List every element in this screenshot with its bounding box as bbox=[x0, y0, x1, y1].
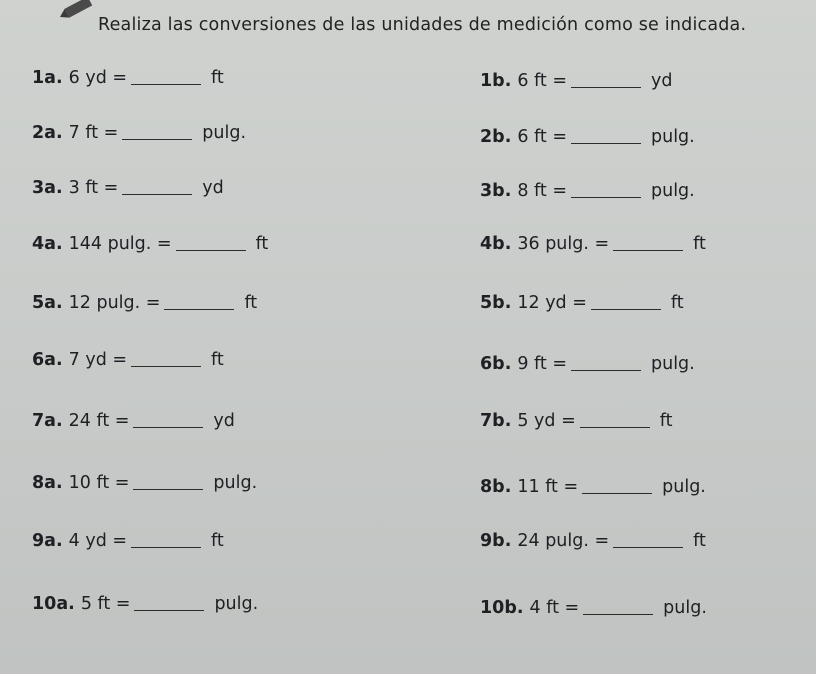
exercise-7b bbox=[480, 406, 672, 436]
exercise-row bbox=[0, 173, 816, 203]
exercise-4b bbox=[480, 229, 706, 259]
answer-blank[interactable] bbox=[176, 232, 246, 251]
target-unit: pulg. bbox=[202, 123, 247, 143]
answer-blank[interactable] bbox=[133, 471, 203, 490]
target-unit: pulg. bbox=[214, 594, 259, 614]
target-unit: ft bbox=[211, 531, 224, 551]
exercise-label: 4b. bbox=[480, 234, 512, 254]
target-unit: yd bbox=[202, 178, 224, 198]
exercise-8a bbox=[32, 468, 257, 498]
exercise-label: 10b. bbox=[480, 598, 524, 618]
answer-blank[interactable] bbox=[164, 291, 234, 310]
exercise-expression: 4 yd = bbox=[68, 531, 128, 551]
target-unit: pulg. bbox=[662, 477, 706, 497]
exercise-8b bbox=[480, 472, 706, 502]
exercise-expression: 6 ft = bbox=[517, 71, 567, 91]
answer-blank[interactable] bbox=[134, 592, 204, 611]
answer-blank[interactable] bbox=[591, 291, 661, 310]
answer-blank[interactable] bbox=[131, 348, 201, 367]
exercise-4a bbox=[32, 229, 268, 259]
answer-blank[interactable] bbox=[571, 69, 641, 88]
answer-blank[interactable] bbox=[131, 66, 201, 85]
answer-blank[interactable] bbox=[571, 179, 641, 198]
answer-blank[interactable] bbox=[583, 596, 653, 615]
answer-blank[interactable] bbox=[133, 409, 203, 428]
target-unit: ft bbox=[255, 234, 269, 254]
exercise-label: 6a. bbox=[32, 350, 63, 370]
answer-blank[interactable] bbox=[122, 121, 192, 140]
target-unit: ft bbox=[693, 531, 706, 551]
exercise-10b bbox=[480, 593, 707, 623]
exercise-row bbox=[0, 288, 816, 318]
exercise-label: 9b. bbox=[480, 531, 512, 551]
exercise-label: 8b. bbox=[480, 477, 512, 497]
target-unit: yd bbox=[213, 411, 235, 431]
exercise-expression: 5 ft = bbox=[80, 594, 131, 614]
target-unit: ft bbox=[693, 234, 706, 254]
exercise-row bbox=[0, 229, 816, 259]
exercise-3a bbox=[32, 173, 224, 203]
target-unit: pulg. bbox=[651, 181, 695, 201]
pencil-icon bbox=[57, 0, 94, 23]
exercise-7a bbox=[32, 406, 235, 436]
exercise-6b bbox=[480, 349, 695, 379]
exercise-expression: 12 pulg. = bbox=[68, 293, 161, 313]
exercise-2b bbox=[480, 122, 695, 152]
exercise-expression: 144 pulg. = bbox=[68, 234, 172, 254]
answer-blank[interactable] bbox=[131, 529, 201, 548]
exercise-label: 9a. bbox=[32, 531, 63, 551]
exercise-1b bbox=[480, 66, 672, 96]
answer-blank[interactable] bbox=[580, 409, 650, 428]
exercise-expression: 11 ft = bbox=[517, 477, 579, 497]
exercise-expression: 5 yd = bbox=[517, 411, 576, 431]
exercise-label: 7a. bbox=[32, 411, 63, 431]
target-unit: pulg. bbox=[651, 127, 695, 147]
answer-blank[interactable] bbox=[613, 232, 683, 251]
instruction-text: Realiza las conversiones de las unidades de medición como se indicada. bbox=[98, 15, 747, 35]
exercise-label: 2b. bbox=[480, 127, 512, 147]
exercise-label: 1a. bbox=[32, 68, 63, 88]
target-unit: ft bbox=[211, 350, 224, 370]
exercise-label: 2a. bbox=[32, 123, 63, 143]
exercise-label: 5a. bbox=[32, 293, 63, 313]
exercise-label: 8a. bbox=[32, 473, 63, 493]
exercise-10a bbox=[32, 589, 258, 619]
exercise-expression: 24 ft = bbox=[68, 411, 130, 431]
exercise-expression: 8 ft = bbox=[517, 181, 567, 201]
exercise-row bbox=[0, 63, 816, 93]
exercise-9a bbox=[32, 526, 224, 556]
exercise-row bbox=[0, 406, 816, 436]
answer-blank[interactable] bbox=[122, 176, 192, 195]
exercise-row bbox=[0, 526, 816, 556]
target-unit: ft bbox=[659, 411, 673, 431]
exercise-expression: 6 ft = bbox=[517, 127, 567, 147]
target-unit: ft bbox=[670, 293, 684, 313]
exercise-label: 7b. bbox=[480, 411, 512, 431]
exercise-expression: 9 ft = bbox=[517, 354, 567, 374]
answer-blank[interactable] bbox=[582, 475, 652, 494]
exercise-5b bbox=[480, 288, 684, 318]
exercise-expression: 10 ft = bbox=[68, 473, 130, 493]
exercise-2a bbox=[32, 118, 246, 148]
exercise-expression: 24 pulg. = bbox=[517, 531, 610, 551]
exercise-label: 3b. bbox=[480, 181, 512, 201]
exercise-3b bbox=[480, 176, 695, 206]
target-unit: ft bbox=[244, 293, 258, 313]
target-unit: pulg. bbox=[651, 354, 695, 374]
target-unit: pulg. bbox=[663, 598, 707, 618]
exercise-expression: 3 ft = bbox=[68, 178, 119, 198]
answer-blank[interactable] bbox=[571, 125, 641, 144]
exercise-6a bbox=[32, 345, 224, 375]
exercise-1a bbox=[32, 63, 224, 93]
exercise-label: 6b. bbox=[480, 354, 512, 374]
exercise-label: 1b. bbox=[480, 71, 512, 91]
target-unit: pulg. bbox=[213, 473, 258, 493]
answer-blank[interactable] bbox=[571, 352, 641, 371]
exercise-5a bbox=[32, 288, 257, 318]
target-unit: yd bbox=[651, 71, 673, 91]
answer-blank[interactable] bbox=[613, 529, 683, 548]
exercise-row bbox=[0, 118, 816, 148]
exercise-row bbox=[0, 345, 816, 375]
exercise-label: 3a. bbox=[32, 178, 63, 198]
exercise-label: 10a. bbox=[32, 594, 75, 614]
exercise-label: 4a. bbox=[32, 234, 63, 254]
exercise-expression: 4 ft = bbox=[529, 598, 580, 618]
exercise-expression: 6 yd = bbox=[68, 68, 128, 88]
exercise-expression: 36 pulg. = bbox=[517, 234, 610, 254]
exercise-row bbox=[0, 589, 816, 619]
exercise-expression: 7 yd = bbox=[68, 350, 128, 370]
target-unit: ft bbox=[211, 68, 224, 88]
exercise-row bbox=[0, 468, 816, 498]
exercise-expression: 7 ft = bbox=[68, 123, 119, 143]
exercise-expression: 12 yd = bbox=[517, 293, 587, 313]
exercise-label: 5b. bbox=[480, 293, 512, 313]
exercise-9b bbox=[480, 526, 706, 556]
